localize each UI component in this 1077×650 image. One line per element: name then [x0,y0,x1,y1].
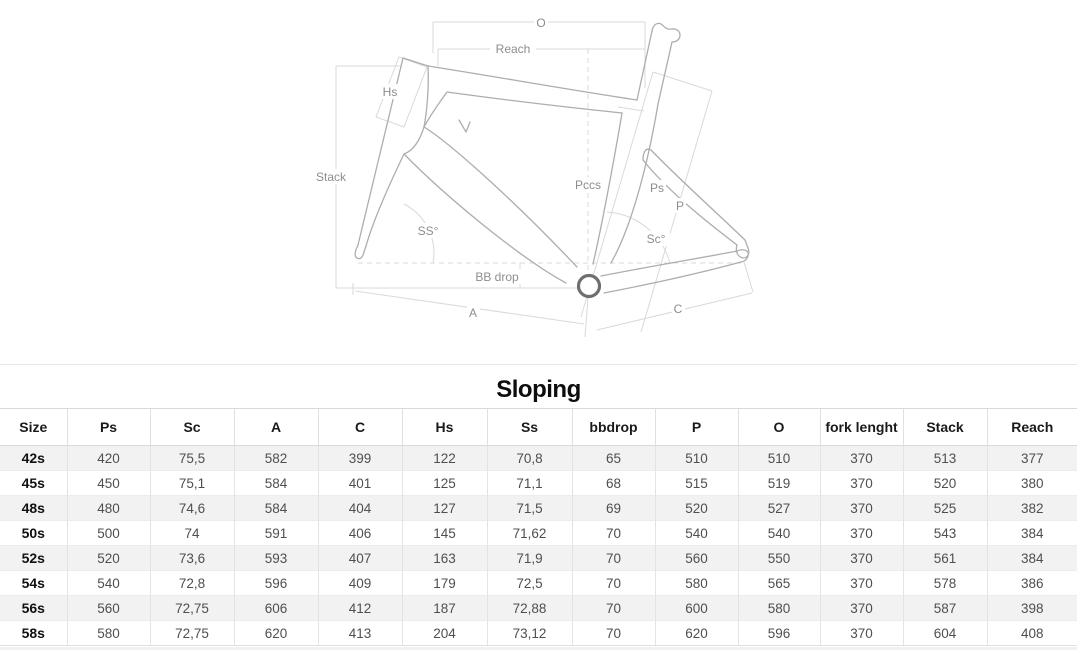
value-cell: 525 [903,496,987,521]
value-cell: 71,5 [487,496,572,521]
column-header-a: A [234,409,318,446]
value-cell: 386 [987,571,1077,596]
value-cell: 519 [738,471,820,496]
value-cell: 543 [903,521,987,546]
column-header-ss: Ss [487,409,572,446]
value-cell: 412 [318,596,402,621]
size-cell: 56s [0,596,67,621]
diagram-labels [312,15,686,320]
table-row-54s [0,571,1077,596]
diagram-label-p: P [675,199,685,213]
table-row-45s [0,471,1077,496]
value-cell: 179 [402,571,487,596]
value-cell: 596 [738,621,820,646]
value-cell: 409 [318,571,402,596]
value-cell: 384 [987,546,1077,571]
size-cell: 50s [0,521,67,546]
value-cell: 71,1 [487,471,572,496]
value-cell: 163 [402,546,487,571]
value-cell: 580 [67,621,150,646]
value-cell: 408 [987,621,1077,646]
value-cell: 70 [572,546,655,571]
value-cell: 407 [318,546,402,571]
value-cell: 593 [234,546,318,571]
size-cell: 52s [0,546,67,571]
value-cell: 450 [67,471,150,496]
value-cell: 74 [150,521,234,546]
column-header-stack: Stack [903,409,987,446]
value-cell: 584 [234,471,318,496]
diagram-label-a: A [468,306,478,320]
value-cell: 71,9 [487,546,572,571]
column-header-fork-lenght: fork lenght [820,409,903,446]
table-row-48s [0,496,1077,521]
value-cell: 561 [903,546,987,571]
value-cell: 604 [903,621,987,646]
diagram-label-bb-drop: BB drop [475,270,519,284]
value-cell: 370 [820,521,903,546]
value-cell: 620 [655,621,738,646]
size-cell: 58s [0,621,67,646]
value-cell: 520 [67,546,150,571]
value-cell: 72,75 [150,621,234,646]
value-cell: 510 [738,446,820,471]
value-cell: 75,5 [150,446,234,471]
value-cell: 620 [234,621,318,646]
table-row-52s [0,546,1077,571]
value-cell: 520 [655,496,738,521]
size-cell: 48s [0,496,67,521]
column-header-sc: Sc [150,409,234,446]
value-cell: 500 [67,521,150,546]
value-cell: 370 [820,546,903,571]
value-cell: 75,1 [150,471,234,496]
table-row-58s [0,621,1077,646]
value-cell: 515 [655,471,738,496]
column-header-o: O [738,409,820,446]
geometry-table [0,408,1077,646]
value-cell: 560 [655,546,738,571]
value-cell: 73,12 [487,621,572,646]
value-cell: 580 [655,571,738,596]
diagram-label-pccs: Pccs [574,178,602,192]
value-cell: 600 [655,596,738,621]
value-cell: 480 [67,496,150,521]
value-cell: 204 [402,621,487,646]
value-cell: 70 [572,571,655,596]
table-title: Sloping [496,375,581,403]
value-cell: 606 [234,596,318,621]
value-cell: 384 [987,521,1077,546]
value-cell: 382 [987,496,1077,521]
value-cell: 73,6 [150,546,234,571]
value-cell: 565 [738,571,820,596]
value-cell: 370 [820,571,903,596]
diagram-label-ps: Ps [649,181,665,195]
diagram-label-seat-angle: Sc° [646,232,666,246]
value-cell: 65 [572,446,655,471]
value-cell: 68 [572,471,655,496]
table-row-50s [0,521,1077,546]
column-header-reach: Reach [987,409,1077,446]
value-cell: 69 [572,496,655,521]
column-header-bbdrop: bbdrop [572,409,655,446]
column-header-c: C [318,409,402,446]
value-cell: 540 [655,521,738,546]
diagram-label-o: O [536,16,546,30]
value-cell: 377 [987,446,1077,471]
value-cell: 513 [903,446,987,471]
diagram-label-hs: Hs [382,85,398,99]
geometry-table-header [0,409,1077,446]
value-cell: 145 [402,521,487,546]
column-header-ps: Ps [67,409,150,446]
value-cell: 122 [402,446,487,471]
value-cell: 580 [738,596,820,621]
value-cell: 404 [318,496,402,521]
value-cell: 127 [402,496,487,521]
column-header-size: Size [0,409,67,446]
value-cell: 70 [572,521,655,546]
value-cell: 72,8 [150,571,234,596]
value-cell: 70 [572,621,655,646]
value-cell: 584 [234,496,318,521]
value-cell: 406 [318,521,402,546]
size-cell: 54s [0,571,67,596]
value-cell: 74,6 [150,496,234,521]
value-cell: 370 [820,471,903,496]
value-cell: 540 [67,571,150,596]
value-cell: 125 [402,471,487,496]
geometry-table-body [0,446,1077,646]
value-cell: 398 [987,596,1077,621]
diagram-label-stack: Stack [315,170,347,184]
value-cell: 399 [318,446,402,471]
value-cell: 401 [318,471,402,496]
value-cell: 413 [318,621,402,646]
size-cell: 45s [0,471,67,496]
value-cell: 550 [738,546,820,571]
value-cell: 540 [738,521,820,546]
value-cell: 71,62 [487,521,572,546]
value-cell: 70,8 [487,446,572,471]
value-cell: 370 [820,621,903,646]
frame-outline [355,23,749,293]
value-cell: 591 [234,521,318,546]
value-cell: 587 [903,596,987,621]
diagram-label-reach: Reach [495,42,531,56]
diagram-label-head-angle: SS° [417,224,439,238]
value-cell: 370 [820,496,903,521]
diagram-label-c: C [673,302,683,316]
size-cell: 42s [0,446,67,471]
column-header-p: P [655,409,738,446]
value-cell: 510 [655,446,738,471]
value-cell: 72,75 [150,596,234,621]
header-row [0,409,1077,446]
value-cell: 370 [820,596,903,621]
value-cell: 380 [987,471,1077,496]
value-cell: 596 [234,571,318,596]
bottom-bracket-circle [579,276,600,297]
value-cell: 578 [903,571,987,596]
column-header-hs: Hs [402,409,487,446]
value-cell: 370 [820,446,903,471]
table-row-42s [0,446,1077,471]
value-cell: 72,88 [487,596,572,621]
section-divider [0,364,1077,365]
table-row-56s [0,596,1077,621]
value-cell: 560 [67,596,150,621]
value-cell: 582 [234,446,318,471]
value-cell: 420 [67,446,150,471]
value-cell: 520 [903,471,987,496]
dimension-lines [336,22,753,337]
value-cell: 70 [572,596,655,621]
value-cell: 72,5 [487,571,572,596]
value-cell: 527 [738,496,820,521]
value-cell: 187 [402,596,487,621]
